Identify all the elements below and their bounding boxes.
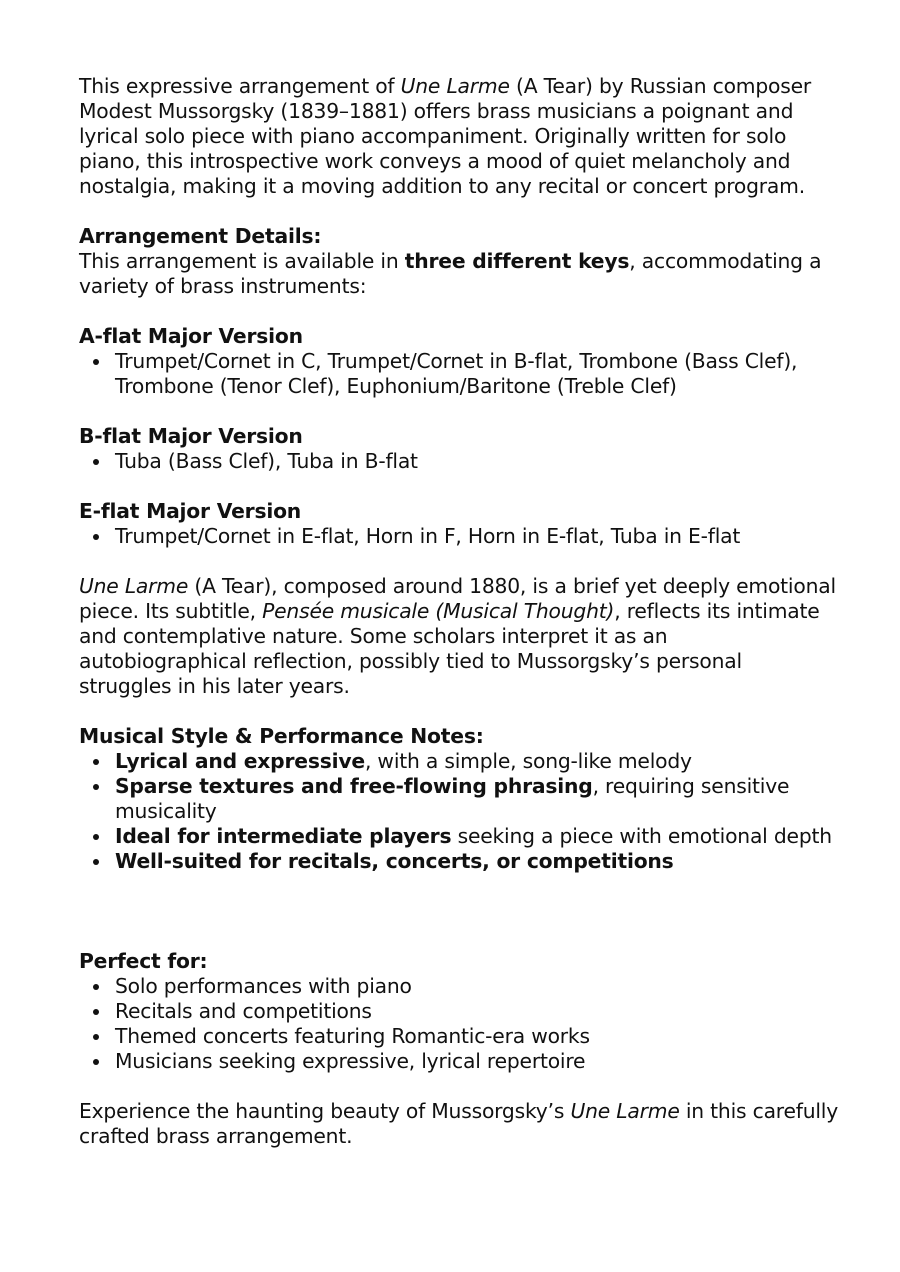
version-list-e-flat [79, 524, 839, 549]
style-heading: Musical Style & Performance Notes: [79, 724, 484, 748]
work-title: Une Larme [570, 1099, 680, 1123]
work-subtitle: Pensée musicale (Musical Thought) [262, 599, 615, 623]
version-heading-a-flat: A-flat Major Version [79, 324, 303, 348]
perfect-for-heading: Perfect for: [79, 949, 208, 973]
arrangement-paragraph: This arrangement is available in three different keys, accommodating a variety of brass instruments: [79, 249, 822, 298]
closing-paragraph: Experience the haunting beauty of Mussorgsky’s Une Larme in this carefully crafted brass arrangement. [79, 1099, 839, 1148]
list-item: Tuba (Bass Clef), Tuba in B-flat [115, 449, 839, 474]
style-list [79, 749, 839, 874]
list-item: Themed concerts featuring Romantic-era works [115, 1024, 839, 1049]
version-heading-e-flat: E-flat Major Version [79, 499, 302, 523]
list-item: Well-suited for recitals, concerts, or competitions [115, 849, 839, 874]
background-paragraph: Une Larme (A Tear), composed around 1880, is a brief yet deeply emotional piece. Its subtitle, Pensée musicale (Musical Thought), reflects its intimate and contemplative nature. Some scholars interpret it as an autobiographical reflection, possibly tied to Mussorgsky’s personal struggles in his later years. [79, 574, 836, 698]
list-item: Ideal for intermediate players seeking a piece with emotional depth [115, 824, 839, 849]
version-list-b-flat [79, 449, 839, 474]
perfect-for-list [79, 974, 839, 1074]
work-title: Une Larme [400, 74, 510, 98]
work-title: Une Larme [79, 574, 189, 598]
list-item: Lyrical and expressive, with a simple, song-like melody [115, 749, 839, 774]
version-list-a-flat [79, 349, 839, 399]
list-item: Musicians seeking expressive, lyrical repertoire [115, 1049, 839, 1074]
list-item: Trumpet/Cornet in C, Trumpet/Cornet in B-flat, Trombone (Bass Clef), Trombone (Tenor Clef), Euphonium/Baritone (Treble Clef) [115, 349, 839, 399]
list-item: Recitals and competitions [115, 999, 839, 1024]
list-item: Trumpet/Cornet in E-flat, Horn in F, Horn in E-flat, Tuba in E-flat [115, 524, 839, 549]
intro-paragraph: This expressive arrangement of Une Larme (A Tear) by Russian composer Modest Mussorgsky (1839–1881) offers brass musicians a poignant and lyrical solo piece with piano accompaniment. Originally written for solo piano, this introspective work conveys a mood of quiet melancholy and nostalgia, making it a moving addition to any recital or concert program. [79, 74, 812, 198]
version-heading-b-flat: B-flat Major Version [79, 424, 303, 448]
list-item: Sparse textures and free-flowing phrasing, requiring sensitive musicality [115, 774, 839, 824]
product-description [79, 74, 839, 1149]
list-item: Solo performances with piano [115, 974, 839, 999]
arrangement-heading: Arrangement Details: [79, 224, 322, 248]
